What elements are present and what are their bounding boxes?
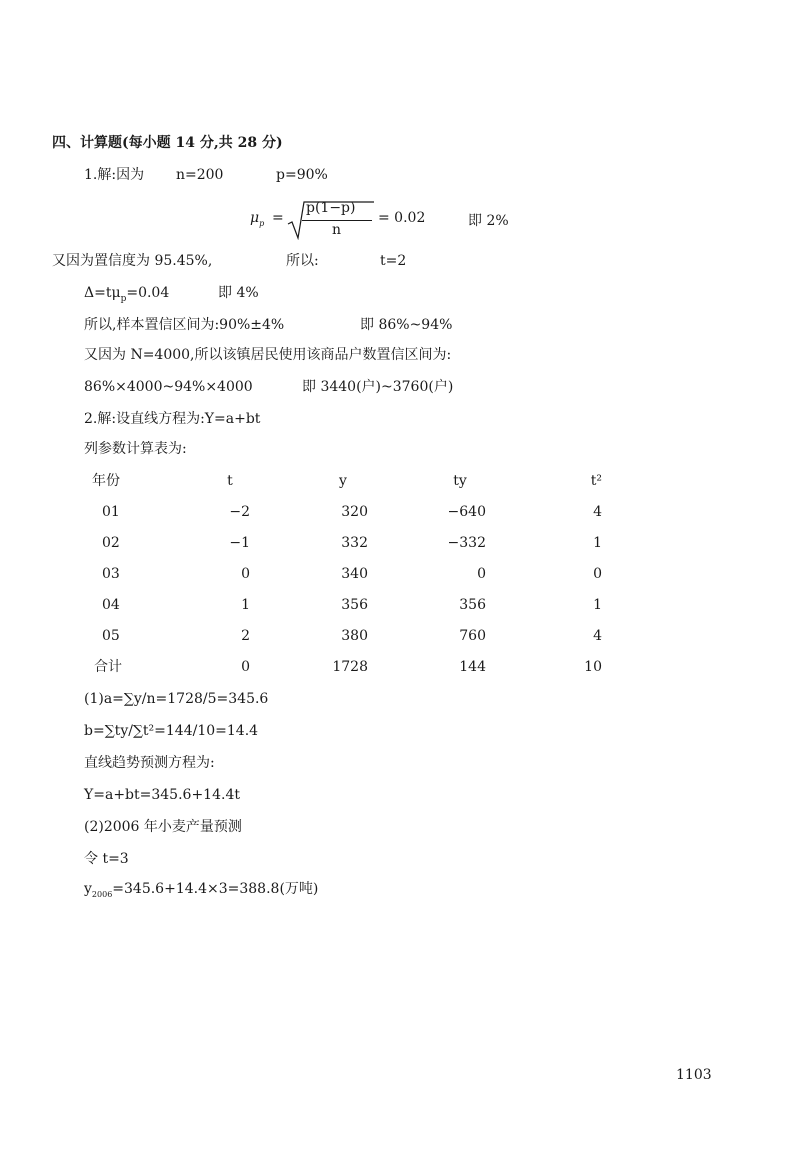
q2-calc-b: b=∑ty/∑t²=144/10=14.4 (84, 723, 259, 739)
table-cell: 4 (593, 504, 602, 520)
table-cell: 332 (341, 535, 368, 551)
formula-numerator: p(1−p) (306, 200, 356, 216)
table-cell: 0 (241, 659, 250, 675)
q1-delta-pct: 即 4% (218, 285, 259, 301)
q1-n-value: n=200 (176, 167, 224, 183)
table-cell: 760 (459, 628, 486, 644)
q2-intro: 2.解:设直线方程为:Y=a+bt (84, 411, 261, 427)
q1-t-value: t=2 (380, 253, 407, 269)
table-cell: −332 (447, 535, 486, 551)
table-cell: 1 (593, 535, 602, 551)
formula-percent: 即 2% (468, 213, 509, 229)
table-cell: −2 (229, 504, 250, 520)
section-heading: 四、计算题(每小题 14 分,共 28 分) (52, 135, 283, 151)
q1-population-note: 又因为 N=4000,所以该镇居民使用该商品户数置信区间为: (84, 347, 452, 363)
table-row-label: 02 (102, 535, 120, 551)
table-cell: 4 (593, 628, 602, 644)
q2-table-intro: 列参数计算表为: (84, 441, 187, 457)
header-t-squared: t² (590, 473, 602, 489)
table-cell: 10 (584, 659, 602, 675)
header-t: t (227, 473, 233, 489)
fraction-bar (302, 220, 372, 221)
formula-equals: = (272, 210, 284, 226)
table-cell: 320 (341, 504, 368, 520)
page-number: 1103 (676, 1067, 712, 1083)
q1-sample-interval-result: 即 86%~94% (360, 317, 453, 333)
q1-population-result: 即 3440(户)~3760(户) (302, 379, 454, 395)
table-cell: 356 (459, 597, 486, 613)
formula-result: = 0.02 (378, 210, 426, 226)
mu-symbol: $\mu_p$ (250, 210, 265, 228)
table-cell: 0 (241, 566, 250, 582)
q1-p-value: p=90% (276, 167, 328, 183)
table-cell: 356 (341, 597, 368, 613)
table-cell: 380 (341, 628, 368, 644)
table-cell: 1 (241, 597, 250, 613)
mu-formula (250, 200, 550, 244)
q1-sample-interval: 所以,样本置信区间为:90%±4% (84, 317, 285, 333)
formula-denominator: n (332, 222, 342, 238)
q1-population-interval: 86%×4000~94%×4000 (84, 379, 253, 395)
table-cell: 1 (593, 597, 602, 613)
table-cell: 0 (593, 566, 602, 582)
q1-therefore: 所以: (286, 253, 319, 269)
q2-calc-a: (1)a=∑y/n=1728/5=345.6 (84, 691, 269, 707)
header-y: y (339, 473, 347, 489)
table-cell: −1 (229, 535, 250, 551)
table-cell: 144 (459, 659, 486, 675)
table-row-label: 03 (102, 566, 120, 582)
q2-forecast-result: $y_{2006}=345.6+14.4\times 3=388.8$(万吨) (84, 881, 319, 899)
table-row-label: 合计 (94, 659, 122, 675)
table-cell: 1728 (332, 659, 368, 675)
table-cell: −640 (447, 504, 486, 520)
q2-trend-equation: Y=a+bt=345.6+14.4t (84, 787, 240, 803)
table-row-label: 04 (102, 597, 120, 613)
q1-confidence: 又因为置信度为 95.45%, (52, 253, 213, 269)
header-ty: ty (453, 473, 467, 489)
q2-let-t: 令 t=3 (84, 851, 129, 867)
table-row-label: 01 (102, 504, 120, 520)
q1-intro: 1.解:因为 (84, 167, 145, 183)
header-year: 年份 (92, 473, 120, 489)
table-cell: 0 (477, 566, 486, 582)
table-row-label: 05 (102, 628, 120, 644)
q2-trend-label: 直线趋势预测方程为: (84, 755, 215, 771)
table-cell: 340 (341, 566, 368, 582)
table-cell: 2 (241, 628, 250, 644)
q2-forecast-label: (2)2006 年小麦产量预测 (84, 819, 242, 835)
q1-delta: $\Delta=t\mu_p=0.04$ (84, 285, 170, 304)
